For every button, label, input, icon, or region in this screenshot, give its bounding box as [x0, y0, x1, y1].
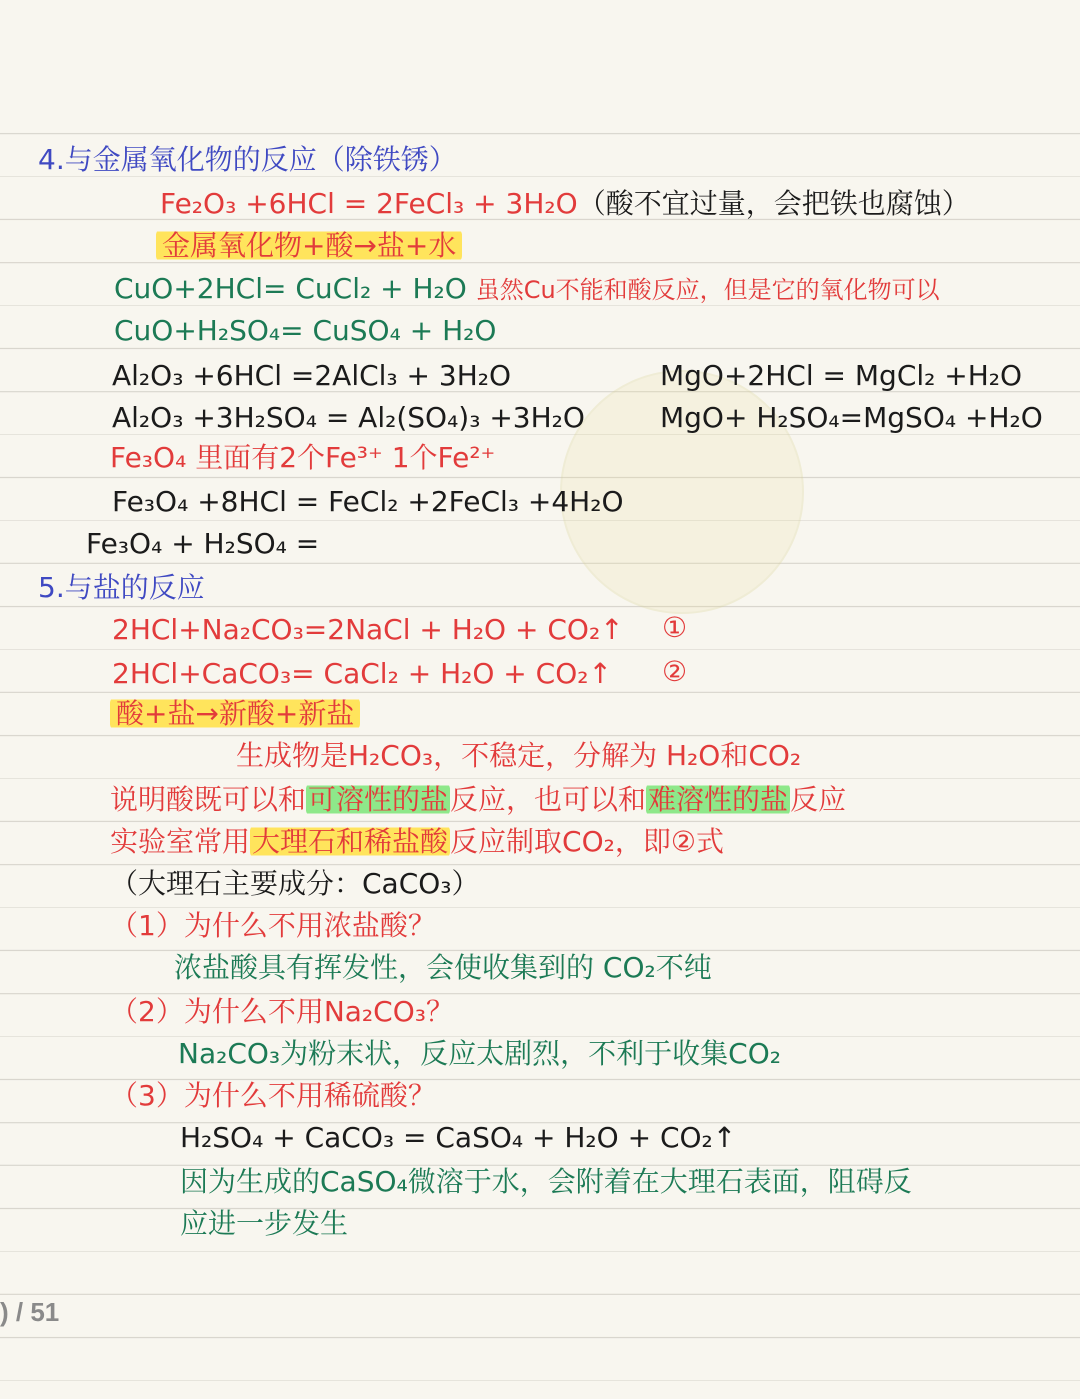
answer-3-line-2: 应进一步发生	[180, 1207, 349, 1240]
paper-top-margin	[0, 0, 1080, 130]
text-segment: 反应	[790, 783, 847, 816]
highlight-soluble-salt: 可溶性的盐	[308, 783, 449, 816]
equation-h2so4-caco3: H₂SO₄ + CaCO₃ = CaSO₄ + H₂O + CO₂↑	[180, 1121, 737, 1154]
equation-cuo-hcl: CuO+2HCl= CuCl₂ + H₂O	[114, 272, 467, 305]
note-cu-oxide: 虽然Cu不能和酸反应，但是它的氧化物可以	[475, 276, 940, 304]
rule-acid-salt	[110, 696, 360, 732]
text-segment: 实验室常用	[110, 825, 251, 858]
equation-al2o3-hcl: Al₂O₃ +6HCl =2AlCl₃ + 3H₂O	[112, 359, 512, 392]
page-indicator: ) / 51	[0, 1297, 60, 1327]
equation-mark-1: ①	[662, 611, 688, 644]
equation-al2o3-h2so4: Al₂O₃ +3H₂SO₄ = Al₂(SO₄)₃ +3H₂O	[112, 401, 585, 434]
answer-2: Na₂CO₃为粉末状，反应太剧烈，不利于收集CO₂	[178, 1037, 781, 1070]
equation-fe3o4-hcl: Fe₃O₄ +8HCl = FeCl₂ +2FeCl₃ +4H₂O	[112, 485, 624, 518]
equation-hcl-caco3: 2HCl+CaCO₃= CaCl₂ + H₂O + CO₂↑	[112, 657, 612, 690]
answer-1: 浓盐酸具有挥发性，会使收集到的 CO₂不纯	[174, 951, 712, 984]
text-segment: 说明酸既可以和	[110, 783, 307, 816]
note-excess-acid: （酸不宜过量，会把铁也腐蚀）	[577, 187, 970, 220]
equation-mgo-h2so4: MgO+ H₂SO₄=MgSO₄ +H₂O	[660, 401, 1043, 434]
highlight-insoluble-salt: 难溶性的盐	[648, 783, 789, 816]
equation-hcl-na2co3: 2HCl+Na₂CO₃=2NaCl + H₂O + CO₂↑	[112, 613, 624, 646]
equation-mark-2: ②	[662, 655, 688, 688]
question-1: （1）为什么不用浓盐酸？	[110, 909, 436, 942]
note-lab-co2	[110, 824, 724, 860]
heading-5: 5.与盐的反应	[38, 571, 205, 604]
equation-mgo-hcl: MgO+2HCl = MgCl₂ +H₂O	[660, 359, 1023, 392]
equation-cuo-h2so4: CuO+H₂SO₄= CuSO₄ + H₂O	[114, 314, 497, 347]
equation-fe2o3-hcl: Fe₂O₃ +6HCl = 2FeCl₃ + 3H₂O	[160, 187, 578, 220]
note-line-1	[160, 186, 970, 222]
equation-fe3o4-h2so4: Fe₃O₄ + H₂SO₄ =	[86, 527, 320, 560]
answer-3-line-1: 因为生成的CaSO₄微溶于水，会附着在大理石表面，阻碍反	[180, 1165, 912, 1198]
highlight-rule-acid-salt: 酸+盐→新酸+新盐	[110, 697, 360, 730]
highlight-marble-hcl: 大理石和稀盐酸	[252, 825, 449, 858]
note-fe3o4-ions: Fe₃O₄ 里面有2个Fe³⁺ 1个Fe²⁺	[110, 441, 496, 474]
question-2: （2）为什么不用Na₂CO₃？	[110, 995, 454, 1028]
note-line-3	[114, 271, 940, 308]
note-marble-component: （大理石主要成分：CaCO₃）	[110, 867, 480, 900]
heading-4: 4.与金属氧化物的反应（除铁锈）	[38, 143, 457, 176]
question-3: （3）为什么不用稀硫酸？	[110, 1079, 436, 1112]
note-h2co3-decompose: 生成物是H₂CO₃，不稳定，分解为 H₂O和CO₂	[236, 739, 802, 772]
text-segment: 反应，也可以和	[450, 783, 647, 816]
note-soluble-insoluble	[110, 782, 846, 818]
rule-metal-oxide	[156, 228, 462, 264]
highlight-rule-metal-oxide: 金属氧化物+酸→盐+水	[156, 229, 462, 262]
text-segment: 反应制取CO₂，即②式	[450, 825, 724, 858]
